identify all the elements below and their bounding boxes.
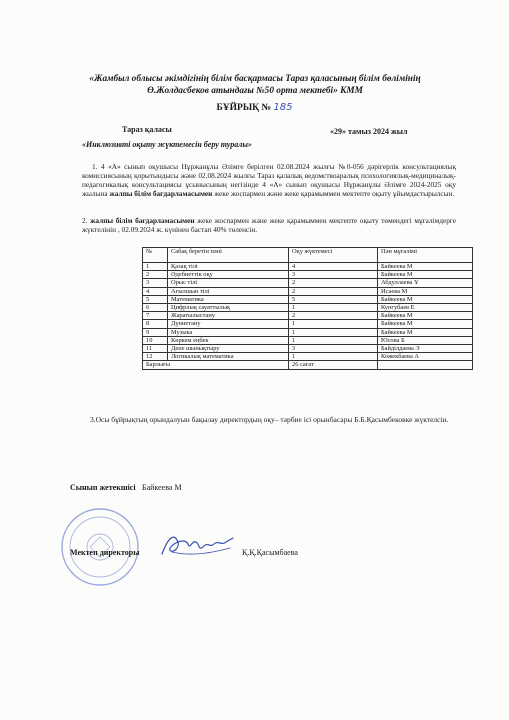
city: Тараз қаласы: [122, 125, 172, 134]
row-subject: Жаратылыстану: [168, 312, 289, 320]
row-subject: Математика: [168, 295, 289, 303]
order-title-text: БҰЙРЫҚ №: [216, 103, 271, 113]
row-number: 2: [143, 271, 168, 279]
table-row: [143, 353, 473, 361]
paragraph-2-start: 2.: [82, 216, 88, 225]
row-load: 1: [289, 353, 378, 361]
row-number: 12: [143, 353, 168, 361]
paragraph-1-bold: жалпы білім бағдарламасымен: [109, 189, 213, 199]
row-number: 5: [143, 295, 168, 303]
header-load: Оқу жүктемесі: [289, 248, 378, 263]
class-teacher-label: Сынып жетекшісі: [70, 483, 136, 492]
row-teacher: Байкеева М: [378, 295, 473, 303]
row-number: 6: [143, 304, 168, 312]
row-number: 9: [143, 328, 168, 336]
row-number: 7: [143, 312, 168, 320]
table-row: [143, 345, 473, 353]
row-number: 3: [143, 279, 168, 287]
paragraph-2-bold: жалпы білім бағдарламасымен: [90, 216, 195, 225]
director-signature: [158, 528, 236, 562]
header-line-1: «Жамбыл облысы әкімдігінің білім басқармасы Тараз қаласының білім бөлімінің: [89, 74, 421, 84]
row-load: 4: [289, 263, 378, 271]
row-load: 2: [289, 287, 378, 295]
paragraph-3: 3.Осы бұйрықтың орындалуын бақылау директордың оқу– тәрбие ісі орынбасары Б.Б.Қасымбековке жүктелсін.: [90, 415, 449, 424]
header-subject: Сабақ беретін пәні: [168, 248, 289, 263]
header-line-2: Ө.Жолдасбеков атындағы №50 орта мектебі» КММ: [147, 86, 363, 96]
row-load: 1: [289, 320, 378, 328]
school-stamp: [50, 506, 150, 588]
row-subject: Цифрлық сауаттылық: [168, 304, 289, 312]
row-subject: Логикалық математика: [168, 353, 289, 361]
row-load: 1: [289, 328, 378, 336]
row-subject: Қазақ тілі: [168, 263, 289, 271]
row-subject: Ағылшын тілі: [168, 287, 289, 295]
row-load: 3: [289, 345, 378, 353]
table-header-row: [143, 248, 473, 263]
row-number: 10: [143, 336, 168, 344]
header-number: №: [143, 248, 168, 263]
row-teacher: Исаева М: [378, 287, 473, 295]
order-title: [0, 102, 509, 113]
director-label: Мектеп директоры: [70, 548, 140, 557]
class-teacher-name: Байкеева М: [142, 483, 182, 492]
row-teacher: Кожекбаева А: [378, 353, 473, 361]
paragraph-1-tail: жеке жоспармен және жеке қарамыммен мектепте оқыту ұйымдастырылсын.: [214, 189, 455, 199]
order-date: «29» тамыз 2024 жыл: [330, 127, 408, 136]
row-teacher: Байділдаева Э: [378, 345, 473, 353]
row-subject: Әдебиеттік оқу: [168, 271, 289, 279]
table-row: [143, 312, 473, 320]
table-row: [143, 304, 473, 312]
paragraph-1-text: 1. 4 «А» сынып оқушысы Нұржанұлы Әлімге берілген 02.08.2024 жылғы №0-056 дәрігерлік консультациялық комиссиясының қорытындысы және 02.08.2024 жылғы Тараз қалалық ведомствоаралық психологиялық-медициналық-педагогикалық консультациясы ұсынысының негізінде 4 «А» сынып оқушысы Нұржанұлы Әлімге 2024-2025 оқу жылына: [82, 162, 456, 199]
row-number: 8: [143, 320, 168, 328]
row-number: 1: [143, 263, 168, 271]
row-teacher: Байкеева М: [378, 271, 473, 279]
table-row: [143, 295, 473, 303]
table-row: [143, 328, 473, 336]
table-row: [143, 271, 473, 279]
row-number: 4: [143, 287, 168, 295]
table-row: [143, 320, 473, 328]
order-number: 185: [273, 102, 293, 113]
row-teacher: Кунгубаев Е: [378, 304, 473, 312]
row-subject: Музыка: [168, 328, 289, 336]
total-label: Барлығы: [143, 361, 289, 369]
table-row: [143, 287, 473, 295]
director-name: Қ.Қ.Қасымбаева: [242, 548, 298, 557]
order-subject: «Инклюзивті оқыту жүктемесін беру туралы»: [82, 140, 252, 149]
table-row: [143, 336, 473, 344]
row-teacher: Байкеева М: [378, 312, 473, 320]
paragraph-1: [82, 162, 456, 198]
row-load: 2: [289, 279, 378, 287]
row-number: 11: [143, 345, 168, 353]
paragraph-2: [82, 216, 456, 234]
subjects-table: [142, 247, 473, 370]
row-subject: Дүниетану: [168, 320, 289, 328]
row-subject: Дене шынықтыру: [168, 345, 289, 353]
total-value: 26 сағат: [289, 361, 378, 369]
row-teacher: Абдуллаева Ұ: [378, 279, 473, 287]
table-total-row: [143, 361, 473, 369]
row-teacher: Юсова Б: [378, 336, 473, 344]
row-load: 1: [289, 304, 378, 312]
row-subject: Көркем еңбек: [168, 336, 289, 344]
table-row: [143, 263, 473, 271]
row-load: 5: [289, 295, 378, 303]
row-teacher: Байкеева М: [378, 320, 473, 328]
table-body: [143, 263, 473, 370]
paragraph-2-tail: жеке жоспармен және жеке қарамыммен мектепте оқыту төмендегі мұғалімдерге жүктелінін , 02.09.2024 ж. күнінен бастап 40% төленсін.: [82, 216, 456, 235]
row-teacher: Байкеева М: [378, 328, 473, 336]
total-empty-cell: [378, 361, 473, 369]
table-row: [143, 279, 473, 287]
row-load: 1: [289, 336, 378, 344]
header-teacher: Пән мұғалімі: [378, 248, 473, 263]
row-subject: Орыс тілі: [168, 279, 289, 287]
row-load: 2: [289, 312, 378, 320]
row-load: 3: [289, 271, 378, 279]
document-header: [60, 73, 450, 97]
row-teacher: Байкеева М: [378, 263, 473, 271]
